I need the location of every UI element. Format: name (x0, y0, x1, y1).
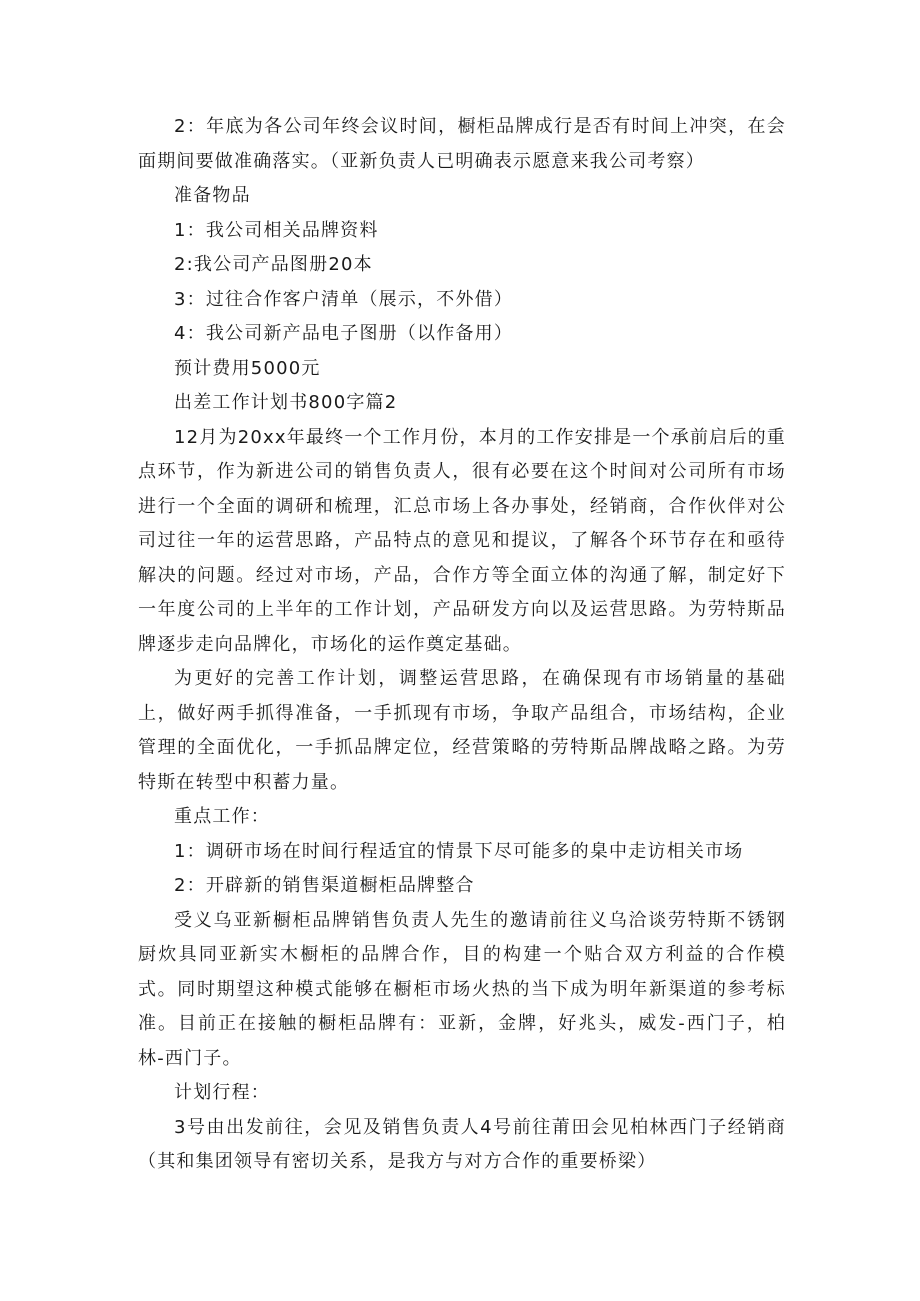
paragraph-itinerary: 3号由出发前往，会见及销售负责人4号前往莆田会见柏林西门子经销商（其和集团领导有密切关系，是我方与对方合作的重要桥梁） (138, 1116, 786, 1172)
heading-key-work: 重点工作： (174, 806, 270, 827)
list-item: 4：我公司新产品电子图册（以作备用） (174, 323, 514, 344)
list-item: 2:我公司产品图册20本 (174, 254, 373, 275)
list-item: 3：过往合作客户清单（展示，不外借） (174, 288, 514, 310)
heading-prepare-items: 准备物品 (174, 185, 251, 206)
list-item: 2：开辟新的销售渠道橱柜品牌整合 (174, 875, 475, 896)
paragraph-brand-cooperation: 受义乌亚新橱柜品牌销售负责人先生的邀请前往义乌洽谈劳特斯不锈钢厨炊具同亚新实木橱柜的品牌合作，目的构建一个贴合双方利益的合作模式。同时期望这种模式能够在橱柜市场火热的当下成为明年新渠道的参考标准。目前正在接触的橱柜品牌有：亚新，金牌，好兆头，威发-西门子，柏林-西门子。 (138, 909, 786, 1069)
section-title: 出差工作计划书800字篇2 (174, 392, 398, 413)
document-body (138, 110, 786, 1180)
paragraph-meeting-time: 2：年底为各公司年终会议时间，橱柜品牌成行是否有时间上冲突，在会面期间要做准确落实。（亚新负责人已明确表示愿意来我公司考察） (138, 116, 786, 172)
list-item: 1：我公司相关品牌资料 (174, 219, 379, 241)
heading-itinerary: 计划行程： (174, 1082, 270, 1103)
list-item: 1：调研市场在时间行程适宜的情景下尽可能多的臬中走访相关市场 (174, 840, 744, 862)
estimated-cost: 预计费用5000元 (174, 357, 321, 379)
paragraph-improve-plan: 为更好的完善工作计划，调整运营思路，在确保现有市场销量的基础上，做好两手抓得准备，一手抓现有市场，争取产品组合，市场结构，企业管理的全面优化，一手抓品牌定位，经营策略的劳特斯品牌战略之路。为劳特斯在转型中积蓄力量。 (138, 668, 786, 793)
paragraph-december-plan: 12月为20xx年最终一个工作月份，本月的工作安排是一个承前启后的重点环节，作为新进公司的销售负责人，很有必要在这个时间对公司所有市场进行一个全面的调研和梳理，汇总市场上各办事处，经销商，合作伙伴对公司过往一年的运营思路，产品特点的意见和提议，了解各个环节存在和亟待解决的问题。经过对市场，产品，合作方等全面立体的沟通了解，制定好下一年度公司的上半年的工作计划，产品研发方向以及运营思路。为劳特斯品牌逐步走向品牌化，市场化的运作奠定基础。 (138, 426, 786, 655)
